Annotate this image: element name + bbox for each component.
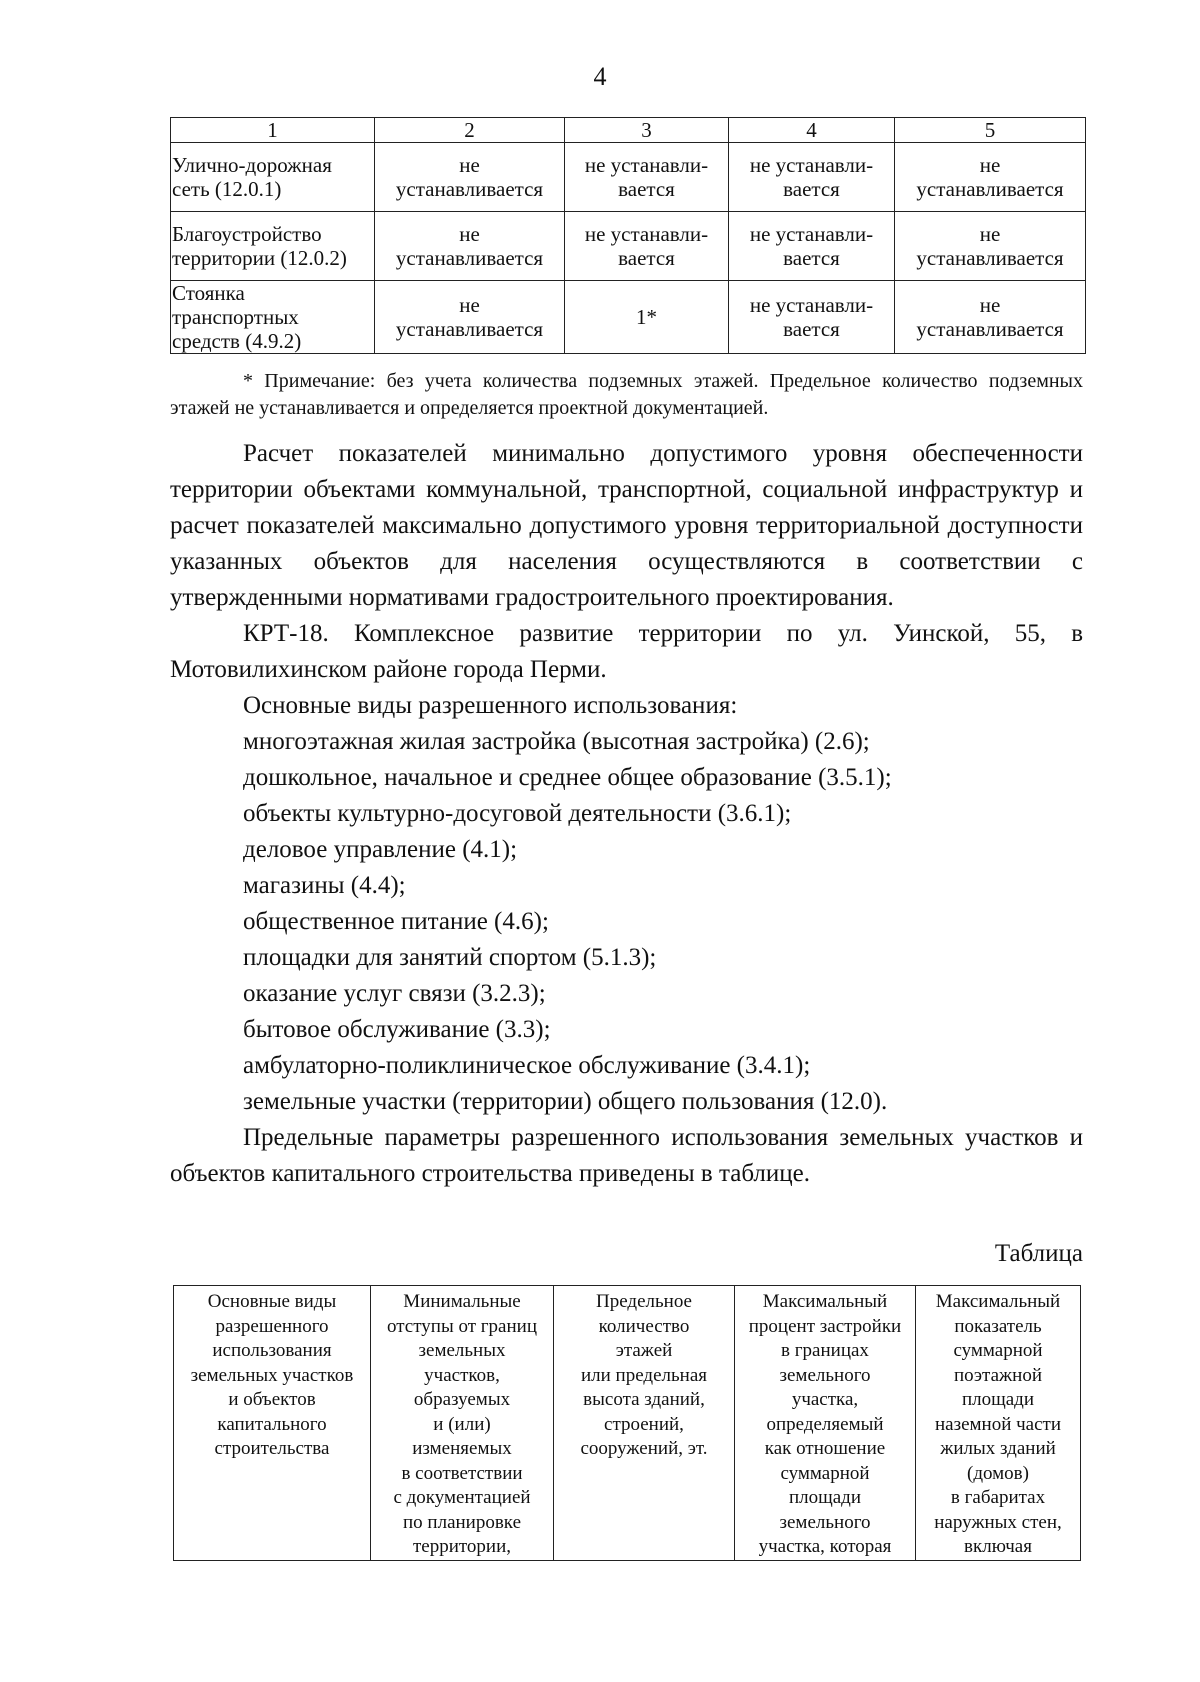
table-cell xyxy=(375,212,565,281)
table-cell xyxy=(375,143,565,212)
cell-text: не устанавли- вается xyxy=(584,153,709,201)
table-cell xyxy=(729,212,895,281)
header-main-uses: Основные виды разрешенного использования земельных участков и объектов капитального строительства xyxy=(174,1286,371,1561)
table-header-row xyxy=(174,1286,1081,1561)
row-use-type xyxy=(171,281,375,354)
column-number-2: 2 xyxy=(375,118,565,143)
list-item: общественное питание (4.6); xyxy=(243,908,549,935)
cell-text: не устанавливается xyxy=(395,293,544,341)
list-item: площадки для занятий спортом (5.1.3); xyxy=(243,944,657,971)
cell-text: не устанавливается xyxy=(395,153,544,201)
header-max-floor-area: Максимальный показатель суммарной поэтажной площади наземной части жилых зданий (домов) в габаритах наружных стен, включая xyxy=(916,1286,1081,1561)
header-min-setbacks: Минимальные отступы от границ земельных участков, образуемых и (или) изменяемых в соответствии с документацией по планировке территории, xyxy=(371,1286,554,1561)
list-item: деловое управление (4.1); xyxy=(243,836,518,863)
table-cell xyxy=(565,143,729,212)
main-text xyxy=(170,436,1083,1192)
table-cell xyxy=(729,281,895,354)
cell-text: 1* xyxy=(636,305,657,329)
list-item: земельные участки (территории) общего пользования (12.0). xyxy=(243,1088,888,1115)
row-use-type xyxy=(171,143,375,212)
cell-text: не устанавли- вается xyxy=(749,293,874,341)
table-row xyxy=(171,212,1086,281)
list-item: амбулаторно-поликлиническое обслуживание (3.4.1); xyxy=(243,1052,811,1079)
cell-text: не устанавливается xyxy=(916,222,1064,270)
table-cell xyxy=(895,143,1086,212)
table-cell xyxy=(565,212,729,281)
table-cell xyxy=(565,281,729,354)
cell-text: не устанавливается xyxy=(916,153,1064,201)
list-item: бытовое обслуживание (3.3); xyxy=(243,1016,551,1043)
list-item: дошкольное, начальное и среднее общее образование (3.5.1); xyxy=(243,764,892,791)
table-caption: Таблица xyxy=(994,1240,1083,1267)
cell-text: не устанавли- вается xyxy=(749,153,874,201)
paragraph-limits: Предельные параметры разрешенного использования земельных участков и объектов капитального строительства приведены в таблице. xyxy=(170,1124,1083,1187)
cell-text: не устанавливается xyxy=(395,222,544,270)
paragraph-infrastructure: Расчет показателей минимально допустимого уровня обеспеченности территории объектами коммунальной, транспортной, социальной инфраструктур и расчет показателей максимально допустимого уровня территориальной доступности указанных объектов для населения осуществляются в соответствии с утвержденными нормативами градостроительного проектирования. xyxy=(170,440,1083,611)
column-number-3: 3 xyxy=(565,118,729,143)
row-use-type xyxy=(171,212,375,281)
cell-text: не устанавливается xyxy=(916,293,1064,341)
list-item: магазины (4.4); xyxy=(243,872,406,899)
table-cell xyxy=(375,281,565,354)
cell-text: Благоустройство территории (12.0.2) xyxy=(172,222,347,270)
parameters-table-continuation xyxy=(170,117,1086,354)
limits-table xyxy=(173,1285,1081,1561)
table-cell xyxy=(729,143,895,212)
table-cell xyxy=(895,281,1086,354)
cell-text: Улично-дорожная сеть (12.0.1) xyxy=(172,153,332,201)
cell-text: не устанавли- вается xyxy=(749,222,874,270)
list-item: оказание услуг связи (3.2.3); xyxy=(243,980,546,1007)
cell-text: не устанавли- вается xyxy=(584,222,709,270)
page-number: 4 xyxy=(593,62,607,91)
list-item: многоэтажная жилая застройка (высотная застройка) (2.6); xyxy=(243,728,870,755)
table-cell xyxy=(895,212,1086,281)
table-footnote: * Примечание: без учета количества подземных этажей. Предельное количество подземных этажей не устанавливается и определяется проектной документацией. xyxy=(170,370,1083,419)
column-number-5: 5 xyxy=(895,118,1086,143)
paragraph-krt-18: КРТ-18. Комплексное развитие территории по ул. Уинской, 55, в Мотовилихинском районе города Перми. xyxy=(170,620,1083,683)
table-row xyxy=(171,281,1086,354)
column-number-4: 4 xyxy=(729,118,895,143)
list-item: объекты культурно-досуговой деятельности (3.6.1); xyxy=(243,800,792,827)
table-header-row xyxy=(171,118,1086,143)
cell-text: Стоянка транспортных средств (4.9.2) xyxy=(172,281,302,353)
header-max-coverage: Максимальный процент застройки в границах земельного участка, определяемый как отношение суммарной площади земельного участка, которая xyxy=(735,1286,916,1561)
header-max-floors: Предельное количество этажей или предельная высота зданий, строений, сооружений, эт. xyxy=(554,1286,735,1561)
column-number-1: 1 xyxy=(171,118,375,143)
main-uses-heading: Основные виды разрешенного использования: xyxy=(243,692,738,719)
table-row xyxy=(171,143,1086,212)
